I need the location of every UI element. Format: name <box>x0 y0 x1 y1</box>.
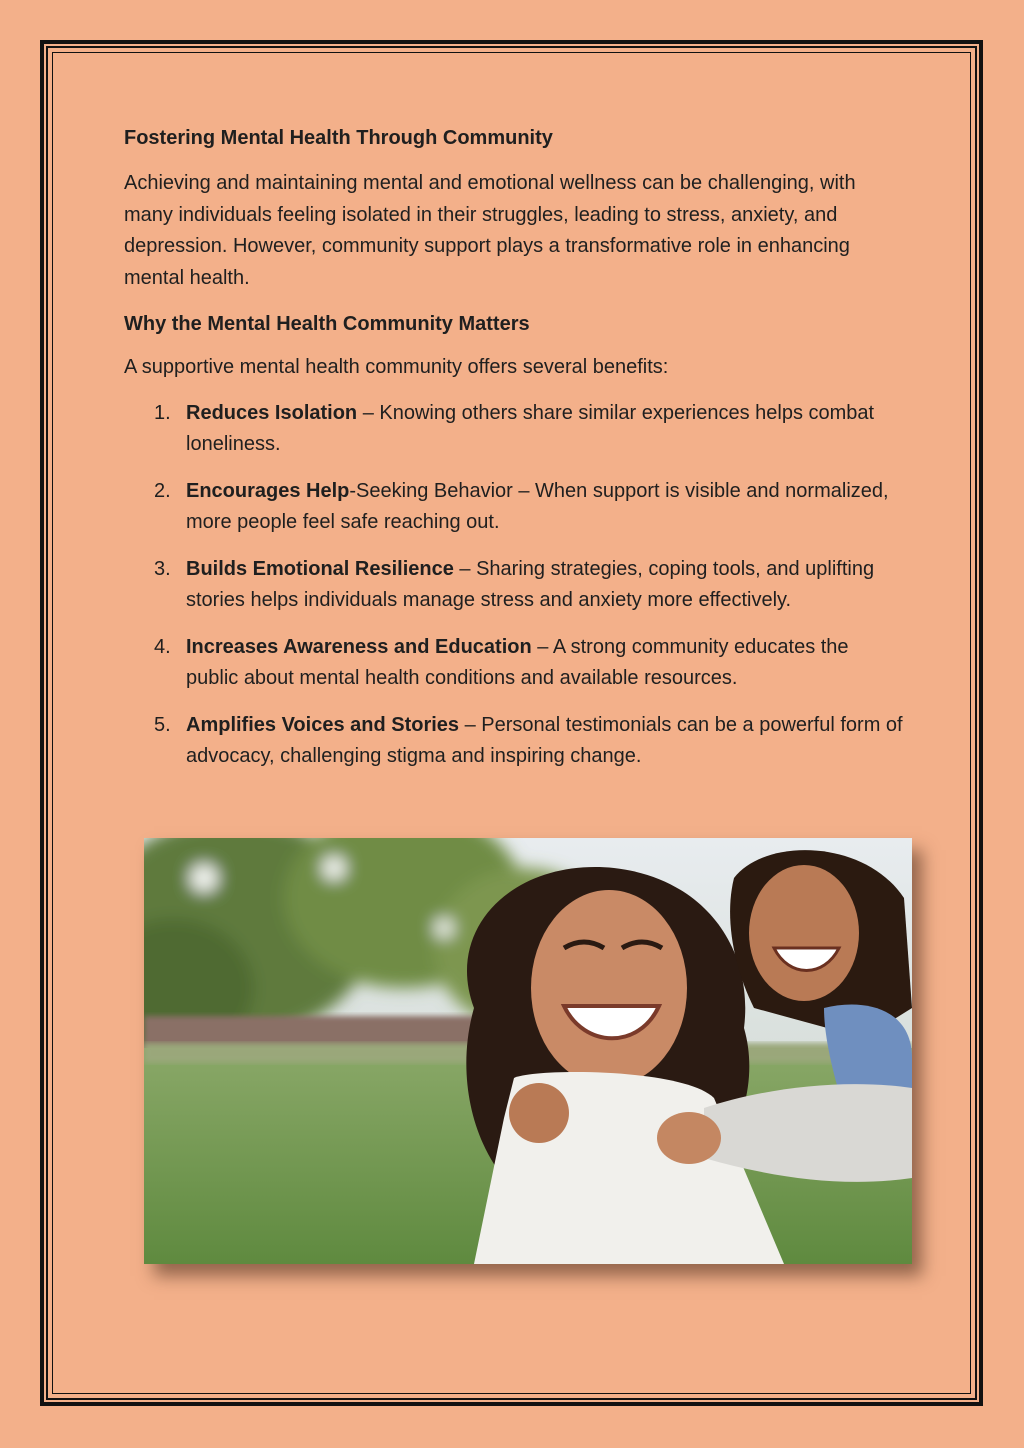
benefit-title: Amplifies Voices and Stories <box>186 713 460 736</box>
benefits-list <box>124 398 904 773</box>
benefit-text: -Seeking Behavior – When support is visible and normalized, more people feel safe reaching out. <box>186 479 889 533</box>
benefit-title: Increases Awareness and Education <box>186 635 532 658</box>
benefit-text: – Sharing strategies, coping tools, and uplifting stories helps individuals manage stress and anxiety more effectively. <box>186 557 875 611</box>
list-item: 1. Reduces Isolation – Knowing others share similar experiences helps combat loneliness. <box>154 401 875 455</box>
page-title: Fostering Mental Health Through Community <box>124 127 553 149</box>
list-item: 3. Builds Emotional Resilience – Sharing strategies, coping tools, and uplifting stories helps individuals manage stress and anxiety more effectively. <box>154 557 875 611</box>
benefit-title: Encourages Help <box>186 479 350 502</box>
benefit-text: – Personal testimonials can be a powerful form of advocacy, challenging stigma and inspiring change. <box>186 713 903 767</box>
article-content <box>124 122 904 788</box>
list-item: 4. Increases Awareness and Education – A strong community educates the public about mental health conditions and available resources. <box>154 635 849 689</box>
benefit-title: Reduces Isolation <box>186 401 358 424</box>
section-heading: Why the Mental Health Community Matters <box>124 313 530 335</box>
mother-daughter-photo <box>144 838 912 1264</box>
benefit-title: Builds Emotional Resilience <box>186 557 454 580</box>
photo-illustration <box>144 838 912 1264</box>
benefit-text: – Knowing others share similar experiences helps combat loneliness. <box>186 401 875 455</box>
intro-paragraph: Achieving and maintaining mental and emotional wellness can be challenging, with many individuals feeling isolated in their struggles, leading to stress, anxiety, and depression. However, community support plays a transformative role in enhancing mental health. <box>124 172 856 289</box>
benefit-text: – A strong community educates the public about mental health conditions and available resources. <box>186 635 849 689</box>
list-item: 2. Encourages Help-Seeking Behavior – When support is visible and normalized, more people feel safe reaching out. <box>154 479 889 533</box>
benefits-lead: A supportive mental health community offers several benefits: <box>124 356 669 378</box>
list-item: 5. Amplifies Voices and Stories – Personal testimonials can be a powerful form of advocacy, challenging stigma and inspiring change. <box>154 713 903 767</box>
